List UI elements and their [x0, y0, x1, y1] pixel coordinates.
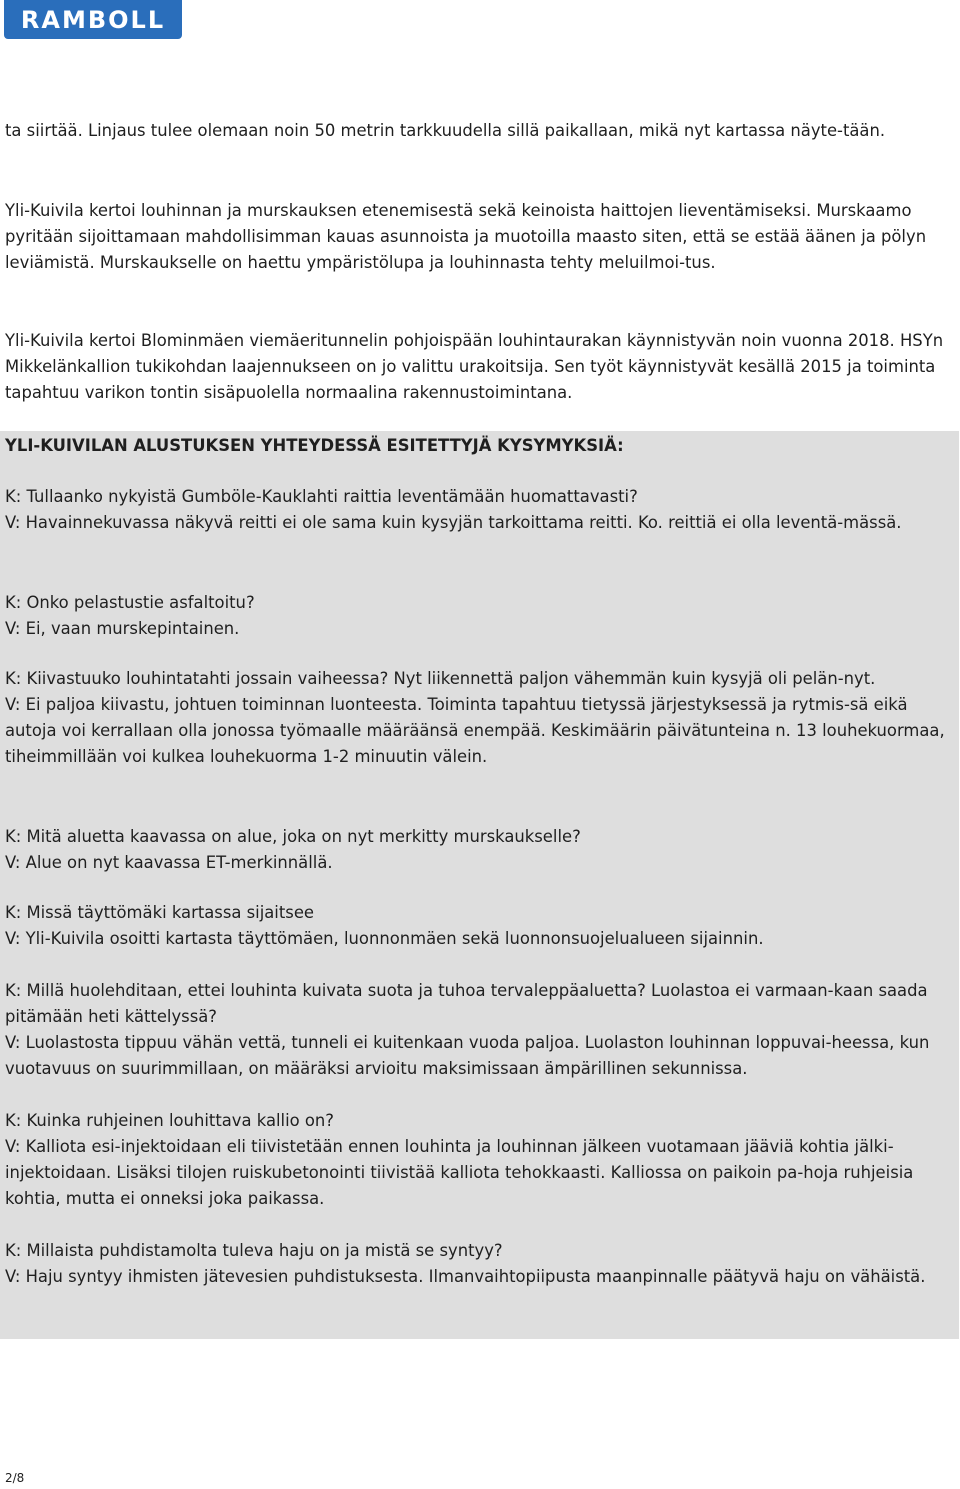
question-2: K: Onko pelastustie asfaltoitu?: [5, 593, 255, 612]
question-1: K: Tullaanko nykyistä Gumböle-Kauklahti raittia leventämään huomattavasti?: [5, 487, 638, 506]
answer-5: V: Yli-Kuivila osoitti kartasta täyttömäen, luonnonmäen sekä luonnonsuojelualueen sijainnin.: [5, 929, 764, 948]
qa-block-7: [5, 1108, 953, 1212]
qa-block-6: [5, 978, 953, 1082]
logo-text: RAMBOLL: [20, 5, 166, 34]
intro-paragraph-2: Yli-Kuivila kertoi louhinnan ja murskauksen etenemisestä sekä keinoista haittojen lieventämiseksi. Murskaamo pyritään sijoittamaan mahdollisimman kauas asunnoista ja muotoilla maasto siten, että se estää äänen ja pölyn leviämistä. Murskaukselle on haettu ympäristölupa ja louhinnasta tehty meluilmoi-tus.: [5, 201, 927, 272]
qa-block-5: [5, 900, 953, 952]
answer-3: V: Ei paljoa kiivastu, johtuen toiminnan luonteesta. Toiminta tapahtuu tietyssä järjestyksessä ja rytmis-sä eikä autoja voi kerrallaan olla jonossa työmaalle määräänsä enempää. Keskimäärin päivätunteina n. 13 louhekuormaa, tiheimmillään voi kulkea louhekuorma 1-2 minuutin välein.: [5, 695, 945, 766]
qa-block-2: [5, 590, 953, 642]
answer-8: V: Haju syntyy ihmisten jätevesien puhdistuksesta. Ilmanvaihtopiipusta maanpinnalle päätyvä haju on vähäistä.: [5, 1267, 926, 1286]
qa-block-4: [5, 824, 953, 876]
page-number: 2/8: [5, 1471, 25, 1485]
question-4: K: Mitä aluetta kaavassa on alue, joka on nyt merkitty murskaukselle?: [5, 827, 581, 846]
question-6: K: Millä huolehditaan, ettei louhinta kuivata suota ja tuhoa tervaleppäaluetta? Luolastoa ei varmaan-kaan saada pitämään heti kättelyssä?: [5, 981, 928, 1026]
question-7: K: Kuinka ruhjeinen louhittava kallio on?: [5, 1111, 335, 1130]
answer-2: V: Ei, vaan murskepintainen.: [5, 619, 240, 638]
answer-1: V: Havainnekuvassa näkyvä reitti ei ole sama kuin kysyjän tarkoittama reitti. Ko. reittiä ei olla leventä-mässä.: [5, 513, 902, 532]
qa-block-8: [5, 1238, 953, 1290]
ramboll-logo: [4, 0, 182, 39]
intro-paragraph-3: Yli-Kuivila kertoi Blominmäen viemäeritunnelin pohjoispään louhintaurakan käynnistyvän noin vuonna 2018. HSYn Mikkelänkallion tukikohdan laajennukseen on jo valittu urakoitsija. Sen työt käynnistyvät kesällä 2015 ja toiminta tapahtuu varikon tontin sisäpuolella normaalina rakennustoimintana.: [5, 331, 944, 402]
question-5: K: Missä täyttömäki kartassa sijaitsee: [5, 903, 314, 922]
answer-6: V: Luolastosta tippuu vähän vettä, tunneli ei kuitenkaan vuoda paljoa. Luolaston louhinnan loppuvai-heessa, kun vuotavuus on suurimmillaan, on määräksi arvioitu maksimissaan ämpärillinen sekunnissa.: [5, 1033, 930, 1078]
qa-block-3: [5, 666, 953, 770]
qa-block-1: [5, 484, 953, 536]
question-3: K: Kiivastuuko louhintatahti jossain vaiheessa? Nyt liikennettä paljon vähemmän kuin kysyjä oli pelän-nyt.: [5, 669, 876, 688]
questions-heading: YLI-KUIVILAN ALUSTUKSEN YHTEYDESSÄ ESITETTYJÄ KYSYMYKSIÄ:: [5, 436, 624, 455]
answer-7: V: Kalliota esi-injektoidaan eli tiivistetään ennen louhinta ja louhinnan jälkeen vuotamaan jääviä kohtia jälki-injektoidaan. Lisäksi tilojen ruiskubetonointi tiivistää kalliota tehokkaasti. Kalliossa on paikoin pa-hoja ruhjeisia kohtia, mutta ei onneksi joka paikassa.: [5, 1137, 914, 1208]
intro-paragraph-1: ta siirtää. Linjaus tulee olemaan noin 50 metrin tarkkuudella sillä paikallaan, mikä nyt kartassa näyte-tään.: [5, 121, 886, 140]
question-8: K: Millaista puhdistamolta tuleva haju on ja mistä se syntyy?: [5, 1241, 503, 1260]
answer-4: V: Alue on nyt kaavassa ET-merkinnällä.: [5, 853, 333, 872]
